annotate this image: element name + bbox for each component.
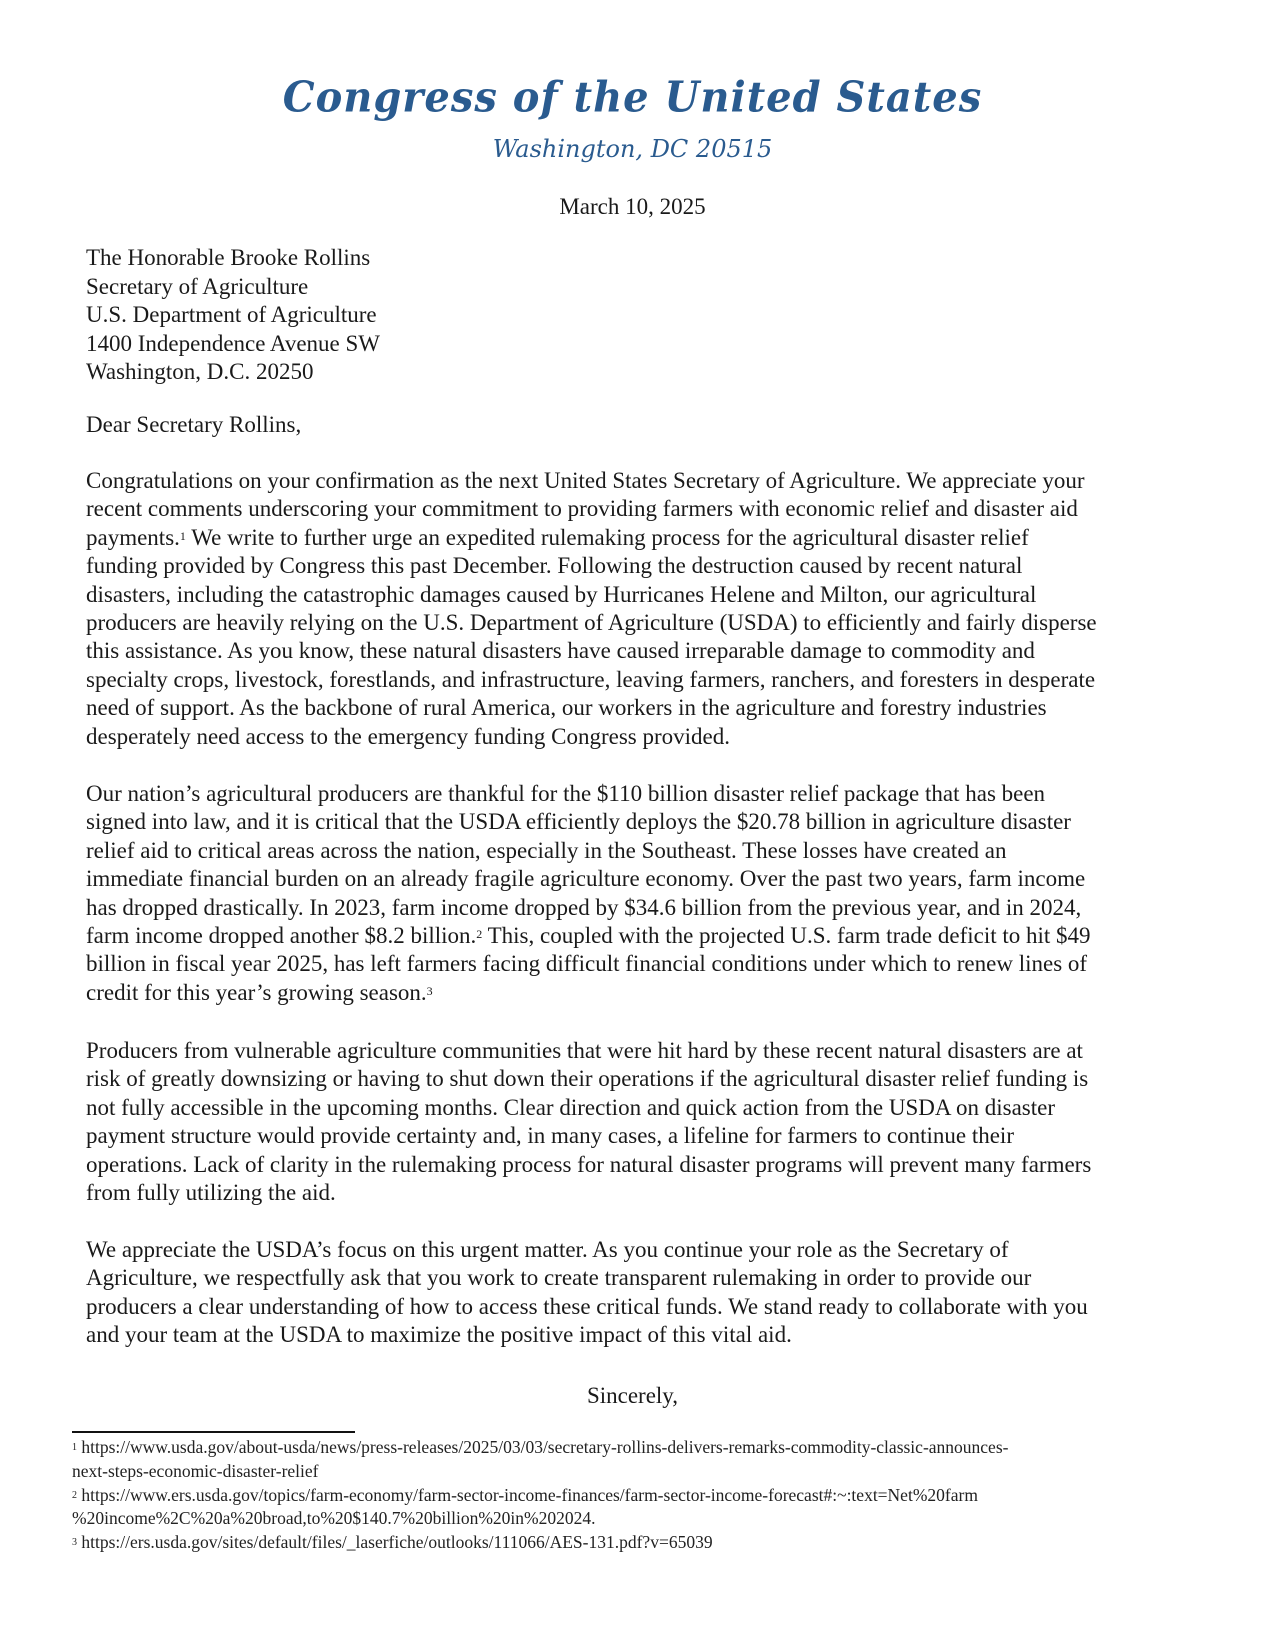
paragraph-2: [86, 780, 1186, 1007]
footnote-link[interactable]: https://www.usda.gov/about-usda/news/press-releases/2025/03/03/secretary-rollins-delivers-remarks-commodity-classic-announces-: [81, 1437, 1009, 1457]
footnote-number: 2: [72, 1489, 77, 1501]
footnote-link[interactable]: https://www.ers.usda.gov/topics/farm-economy/farm-sector-income-finances/farm-sector-income-forecast#:~:text=Net%20farm: [81, 1484, 978, 1505]
paragraph-line: Our nation’s agricultural producers are thankful for the $110 billion disaster relief package that has been: [86, 781, 1046, 806]
paragraph-line: immediate financial burden on an already fragile agriculture economy. Over the past two years, farm income: [86, 866, 1086, 892]
paragraph-line: has dropped drastically. In 2023, farm income dropped by $34.6 billion from the previous year, and in 2024,: [86, 894, 1082, 920]
salutation: Dear Secretary Rollins,: [86, 412, 302, 437]
paragraph-line: relief aid to critical areas across the nation, especially in the Southeast. These losses have created an: [86, 837, 1007, 863]
paragraph-line: signed into law, and it is critical that the USDA efficiently deploys the $20.78 billion in agriculture disaster: [86, 809, 1071, 835]
letter-date: March 10, 2025: [559, 194, 706, 219]
paragraph-line: [86, 524, 1186, 552]
recipient-address: [86, 244, 380, 387]
letterhead-title: Congress of the United States: [282, 72, 983, 123]
recipient-department: U.S. Department of Agriculture: [86, 302, 377, 327]
paragraph-line: billion in fiscal year 2025, has left farmers facing difficult financial conditions under which to renew lines of: [86, 951, 1088, 977]
paragraph-line: Congratulations on your confirmation as the next United States Secretary of Agriculture. We appreciate your: [86, 468, 1085, 493]
footnote-1: [72, 1436, 1202, 1460]
footnote-2: [72, 1484, 1202, 1508]
paragraph-line: desperately need access to the emergency funding Congress provided.: [86, 723, 730, 749]
footnote-number: 1: [72, 1442, 77, 1453]
paragraph-text: This, coupled with the projected U.S. farm trade deficit to hit $49: [487, 923, 1091, 949]
paragraph-line: We appreciate the USDA’s focus on this urgent matter. As you continue your role as the Secretary of: [86, 1237, 1009, 1262]
paragraph-line: need of support. As the backbone of rural America, our workers in the agriculture and forestry industries: [86, 695, 1047, 721]
paragraph-line: recent comments underscoring your commitment to providing farmers with economic relief and disaster aid: [86, 496, 1078, 522]
paragraph-text: We write to further urge an expedited rulemaking process for the agricultural disaster relief: [191, 524, 1029, 550]
paragraph-line: disasters, including the catastrophic damages caused by Hurricanes Helene and Milton, our agricultural: [86, 581, 1037, 607]
paragraph-line: and your team at the USDA to maximize the positive impact of this vital aid.: [86, 1322, 792, 1348]
closing: Sincerely,: [586, 1383, 679, 1408]
paragraph-line: [86, 922, 1186, 950]
paragraph-line: Producers from vulnerable agriculture communities that were hit hard by these recent natural disasters are at: [86, 1038, 1083, 1063]
paragraph-line: operations. Lack of clarity in the rulemaking process for natural disaster programs will prevent many farmers: [86, 1151, 1092, 1177]
footnote-3: [72, 1531, 1202, 1555]
paragraph-line: specialty crops, livestock, forestlands, and infrastructure, leaving farmers, ranchers, and foresters in desperate: [86, 666, 1096, 692]
paragraph-1: [86, 467, 1186, 751]
paragraph-line: from fully utilizing the aid.: [86, 1180, 336, 1206]
paragraph-text: credit for this year’s growing season.: [86, 979, 427, 1005]
footnote-ref-2[interactable]: 2: [476, 927, 483, 942]
footnote-1-cont[interactable]: next-steps-economic-disaster-relief: [72, 1460, 319, 1481]
footnote-ref-3[interactable]: 3: [426, 983, 433, 998]
paragraph-line: not fully accessible in the upcoming months. Clear direction and quick action from the USDA on disaster: [86, 1094, 1055, 1120]
paragraph-text: farm income dropped another $8.2 billion.: [86, 923, 477, 949]
paragraph-4: [86, 1236, 1186, 1350]
recipient-street: 1400 Independence Avenue SW: [86, 330, 381, 356]
paragraph-line: this assistance. As you know, these natural disasters have caused irreparable damage to commodity and: [86, 638, 1035, 664]
footnote-number: 3: [72, 1537, 77, 1549]
paragraph-3: [86, 1037, 1186, 1207]
paragraph-line: Agriculture, we respectfully ask that you work to create transparent rulemaking in order to provide our: [86, 1265, 1032, 1291]
letterhead-subtitle: Washington, DC 20515: [492, 135, 773, 163]
paragraph-line: payment structure would provide certainty and, in many cases, a lifeline for farmers to continue their: [86, 1123, 1014, 1149]
footnote-2-cont[interactable]: %20income%2C%20a%20broad,to%20$140.7%20billion%20in%202024.: [72, 1508, 596, 1529]
footnotes: [72, 1436, 1202, 1555]
paragraph-line: producers a clear understanding of how to access these critical funds. We stand ready to collaborate with you: [86, 1293, 1088, 1319]
paragraph-text: payments.: [86, 524, 180, 550]
paragraph-line: [86, 979, 1186, 1007]
paragraph-line: funding provided by Congress this past December. Following the destruction caused by recent natural: [86, 553, 1023, 579]
paragraph-line: risk of greatly downsizing or having to shut down their operations if the agricultural disaster relief funding is: [86, 1066, 1089, 1092]
footnote-divider: [72, 1431, 355, 1433]
footnote-link[interactable]: https://ers.usda.gov/sites/default/files/_laserfiche/outlooks/111066/AES-131.pdf?v=65039: [81, 1532, 713, 1553]
paragraph-line: producers are heavily relying on the U.S. Department of Agriculture (USDA) to efficiently and fairly disperse: [86, 610, 1097, 636]
recipient-name: The Honorable Brooke Rollins: [86, 245, 371, 270]
recipient-city: Washington, D.C. 20250: [86, 359, 314, 384]
recipient-title: Secretary of Agriculture: [86, 273, 309, 299]
footnote-ref-1[interactable]: 1: [179, 528, 186, 543]
letterhead: [0, 70, 1265, 166]
